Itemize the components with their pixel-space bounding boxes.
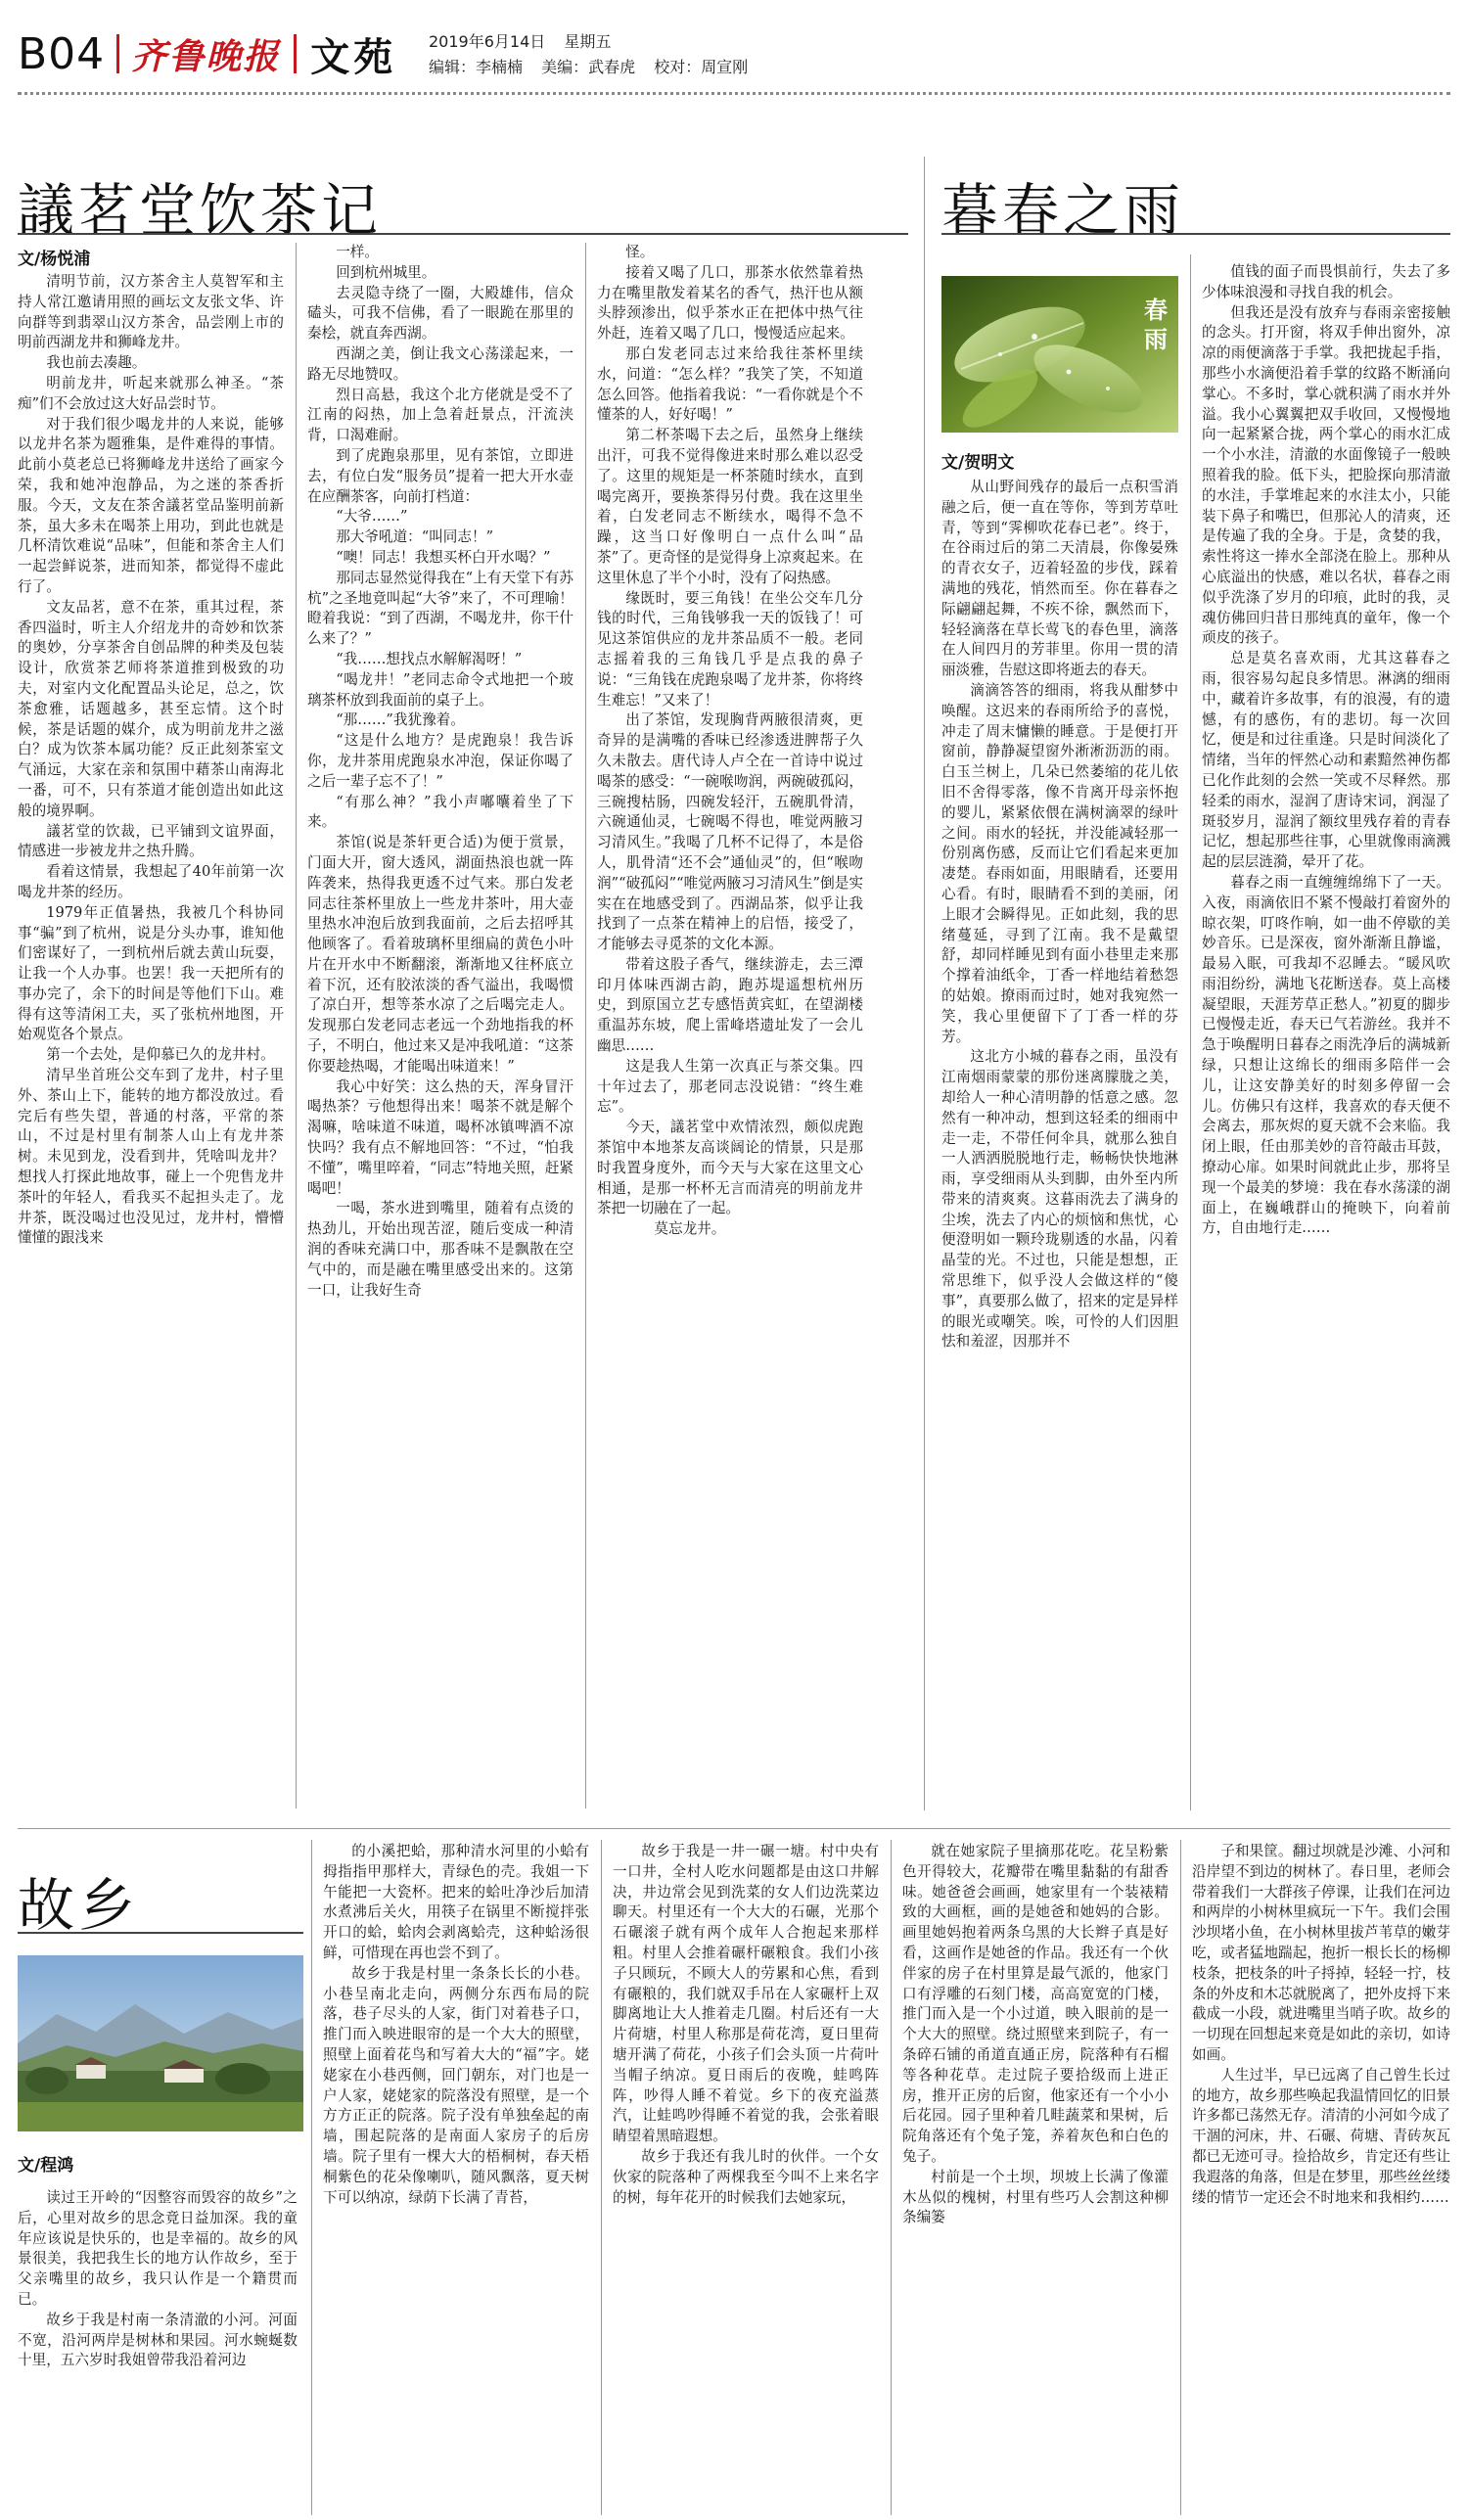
spring-rain-photo xyxy=(941,276,1178,433)
article3-title-rule xyxy=(18,1932,303,1934)
paragraph: 总是莫名喜欢雨，尤其这暮春之雨，很容易勾起良多情思。淋漓的细雨中，藏着许多故事，有的浪漫，有的遗憾，有的感伤，有的悲切。每一次回忆，便是和过往重逢。只是时间淡化了情绪，当年的怦然心动和素黯然神伤都已化作此刻的会然一笑或不尽释然。那轻柔的雨水，湿润了唐诗宋词，润湿了斑驳岁月，湿润了额纹里残存着的青春记忆，想起那些往事，心里就像雨滴溅起的层层涟漪，晕开了花。 xyxy=(1202,650,1450,871)
paragraph: 看着这情景，我想起了40年前第一次喝龙井茶的经历。 xyxy=(18,863,284,900)
paragraph: 缘既时，要三角钱！在坐公交车几分钱的时代，三角钱够我一天的饭钱了！可见这茶馆供应的龙井茶品质不一般。老同志摇着我的三角钱几乎是点我的鼻子说：“三角钱在虎跑泉喝了龙井茶，你将终生难忘！”又来了！ xyxy=(597,589,863,709)
paragraph: 我也前去凑趣。 xyxy=(46,354,147,372)
paragraph: 我心中好笑：这么热的天，浑身冒汗喝热茶？亏他想得出来！喝茶不就是解个渴嘛，啥味道不味道，喝杯冰镇啤酒不凉快吗？我有点不解地回答：“不过，“怕我不懂”，嘴里啐着，“同志”特地关照，赶紧喝吧！ xyxy=(307,1077,573,1197)
paragraph: 清明节前，汉方茶舍主人莫智军和主持人常江邀请用照的画坛文友张文华、许向群等到翡翠山汉方茶舍，品尝刚上市的明前西湖龙井和狮峰龙井。 xyxy=(18,273,284,351)
paragraph: 那同志显然觉得我在“上有天堂下有苏杭”之圣地竟叫起“大爷”来了，不可理喻！瞪着我说：“到了西湖，不喝龙井，你干什么来了？” xyxy=(307,569,573,648)
article3-column-4 xyxy=(902,1842,1169,2513)
photo-caption: 春雨 xyxy=(1144,296,1168,353)
paragraph: 茶馆(说是茶轩更合适)为便于赏景，门面大开，窗大透风，湖面热浪也就一阵阵袭来，热得我更透不过气来。那白发老同志往茶杯里放上一些龙井茶叶，用大壶里热水冲泡后放到我面前，之后去招呼其他顾客了。看着玻璃杯里细扁的黄色小叶片在开水中不断翻滚，渐渐地又往杯底立着下沉，还有胶浓淡的香气溢出，我喝惯了凉白开，想等茶水凉了之后喝完走人。发现那白发老同志老远一个劲地指我的杯子，不明白，他过来又是冲我吼道：“这茶你要趁热喝，才能喝出味道来！” xyxy=(307,834,573,1075)
edition-meta xyxy=(429,29,761,80)
article2-column-1 xyxy=(941,478,1178,1810)
paragraph: 1979年正值暑热，我被几个科协同事“骗”到了杭州，说是分头办事，谁知他们密谋好了，一到杭州后就去黄山玩耍，让我一个人办事。也罢！我一天把所有的事办完了，余下的时间是等他们下山。难得有这等清闲工夫，买了张杭州地图，开始观览各个景点。 xyxy=(18,903,284,1043)
article2-byline: 文/贺明文 xyxy=(941,453,1015,473)
article1-title: 議茗堂饮茶记 xyxy=(18,177,383,244)
paragraph: “这是什么地方？是虎跑泉！我告诉你，龙井茶用虎跑泉水冲泡，保证你喝了之后一辈子忘不了！” xyxy=(307,732,573,790)
article1-byline: 文/杨悦浦 xyxy=(18,250,91,269)
article3-column-3 xyxy=(613,1842,879,2513)
column-separator xyxy=(296,243,297,1809)
paragraph: 滴滴答答的细雨，将我从酣梦中唤醒。这迟来的春雨所给予的喜悦，冲走了周末慵懒的睡意。于是便打开窗前，静静凝望窗外淅淅沥沥的雨。白玉兰树上，几朵已然萎缩的花儿依旧不舍得零落，像不肯离开母亲怀抱的婴儿，紧紧依偎在满树滴翠的绿叶之间。雨水的轻抚，并没能减轻那一份别离伤感，反而让它们看起来更加凄楚。春雨如面，用眼睛看，还要用心看。有时，眼睛看不到的美丽，闭上眼才会瞬得见。正如此刻，我的思绪蔓延，寻到了江南。我不是戴望舒，却同样睡见到有面小巷里走来那个撑着油纸伞，丁香一样地结着愁怨的姑娘。撩雨而过时，她对我宛然一笑，我心里便留下了丁香一样的芬芳。 xyxy=(941,681,1178,1045)
paragraph: 的小溪把蛤，那种清水河里的小蛤有拇指指甲那样大，青绿色的壳。我姐一下午能把一大瓷杯。把来的蛤吐净沙后加清水煮沸后关火，用筷子在锅里不断搅拌张开口的蛤，蛤肉会剥离蛤壳，这种蛤汤很鲜，可惜现在再也尝不到了。 xyxy=(323,1843,589,1961)
paragraph: 人生过半，早已远离了自己曾生长过的地方，故乡那些唤起我温情回忆的旧景许多都已荡然无存。清清的小河如今成了干涸的河床，井、石碾、荷塘、青砖灰瓦都已无迹可寻。捡拾故乡，肯定还有些让我遐落的角落，但是在梦里，那些丝丝缕缕的情节一定还会不时地来和我相约…… xyxy=(1192,2066,1450,2206)
paragraph: 明前龙井，听起来就那么神圣。“茶痴”们不会放过这大好品尝时节。 xyxy=(18,374,284,412)
article3-column-2 xyxy=(323,1842,589,2513)
paragraph: 到了虎跑泉那里，见有茶馆，立即进去，有位白发“服务员”提着一把大开水壶在应酬茶客，向前打档道： xyxy=(307,446,573,505)
paragraph: 去灵隐寺绕了一圈，大殿雄伟，信众磕头，可我不信佛，看了一眼跪在那里的秦桧，就直奔西湖。 xyxy=(307,284,573,343)
column-separator xyxy=(585,243,586,1809)
page-number: B04 xyxy=(18,28,106,79)
article3-byline: 文/程鸿 xyxy=(18,2156,74,2176)
paragraph: 怪。 xyxy=(625,244,655,260)
paragraph: “喝龙井！”老同志命令式地把一个玻璃茶杯放到我面前的桌子上。 xyxy=(307,670,573,709)
paragraph: 读过王开岭的“因整容而毁容的故乡”之后，心里对故乡的思念竟日益加深。我的童年应该说是快乐的，也是幸福的。故乡的风景很美，我把我生长的地方认作故乡，至于父亲嘴里的故乡，我只认作是一个籍贯而已。 xyxy=(18,2189,298,2308)
paragraph: 那白发老同志过来给我往茶杯里续水，问道：“怎么样？”我笑了笑，不知道怎么回答。他指着我说：“一看你就是个不懂茶的人，好好喝！” xyxy=(597,344,863,424)
paragraph: “我……想找点水解解渴呀！” xyxy=(336,650,523,667)
paragraph: “大爷……” xyxy=(336,508,408,526)
hometown-landscape-illustration xyxy=(18,1955,303,2131)
paragraph: 村前是一个土坝，坝坡上长满了像灌木丛似的槐树，村里有些巧人会割这种柳条编篓 xyxy=(902,2168,1169,2226)
paragraph: 一喝，茶水进到嘴里，随着有点烫的热劲儿，开始出现苦涩，随后变成一种清润的香味充满口中，那香味不是飘散在空气中的，而是融在嘴里感受出来的。这第一口，让我好生奇 xyxy=(307,1200,573,1299)
date-row xyxy=(429,29,761,55)
proofreader-credit: 校对：周宣刚 xyxy=(654,58,749,76)
paragraph: 莫忘龙井。 xyxy=(654,1220,726,1238)
column-separator xyxy=(1190,254,1191,1810)
edition-date: 2019年6月14日 xyxy=(429,32,546,51)
paragraph: 故乡于我是村南一条清澈的小河。河面不宽，沿河两岸是树林和果园。河水蜿蜒数十里，五六岁时我姐曾带我沿着河边 xyxy=(18,2311,298,2369)
designer-credit: 美编：武春虎 xyxy=(541,58,636,76)
paragraph: 議茗堂的饮裁，已平铺到文谊界面，情感进一步被龙井之热升腾。 xyxy=(18,822,284,860)
paragraph: 对于我们很少喝龙井的人来说，能够以龙井名茶为题雅集，是件难得的事情。此前小莫老总已将狮峰龙井送给了画家今荣，我和她冲泡静品，为之迷的茶香折服。今天，文友在茶舍議茗堂品鉴明前新茶，虽大多未在喝茶上用功，到此也就是几杯清饮难说“品味”，但能和茶舍主人们一起尝鲜说茶，进而知茶，都觉得不虚此行了。 xyxy=(18,415,284,595)
paragraph: 就在她家院子里摘那花吃。花呈粉紫色开得较大，花瓣带在嘴里黏黏的有甜香味。她爸爸会画画，她家里有一个装裱精致的大画框，画的是她爸和她妈的合影。画里她妈抱着两条乌黑的大长辫子真是好看，这画作是她爸的作品。我还有一个伙伴家的房子在村里算是最气派的，他家门口有浮雕的石刻门楼，高高宽宽的门楼，推门而入是一个小过道，映入眼前的是一个大大的照壁。绕过照壁来到院子，有一条碎石铺的甬道直通正房，院落种有石榴等各种花草。走过院子要拾级而上进正房，推开正房的后窗，他家还有一个小小后花园。园子里种着几畦蔬菜和果树，后院角落还有个兔子笼，养着灰色和白色的兔子。 xyxy=(902,1843,1169,2165)
column-separator xyxy=(1180,1840,1181,2515)
article1-title-rule xyxy=(18,233,908,235)
column-separator xyxy=(891,1840,892,2515)
paragraph: 文友品茗，意不在茶，重其过程，茶香四溢时，听主人介绍龙井的奇妙和饮茶的奥妙，分享茶舍自创品牌的种类及包装设计，欣赏茶艺师将茶道推到极致的功夫，对室内文化配置品头论足，总之，饮茶愈雅，话题越多，甚至忘情。这个时候，茶是话题的媒介，成为明前龙井之滋白？成为饮茶本属功能？反正此刻茶室文气涌远，大家在亲和氛围中藉茶山南海北一番，可不，只有茶道才能创造出如此这般的境界啊。 xyxy=(18,598,284,819)
paragraph: 值钱的面子而畏惧前行，失去了多少体味浪漫和寻找自我的机会。 xyxy=(1202,263,1450,300)
masthead-divider-2 xyxy=(294,34,297,73)
paragraph: 故乡于我是村里一条条长长的小巷。小巷呈南北走向，两侧分东西布局的院落，巷子尽头的人家，街门对着巷子口，推门而入映进眼帘的是一个大大的照壁，照壁上面着花鸟和写着大大的“福”字。姥姥家在小巷西侧，回门朝东，对门也是一户人家，姥姥家的院落没有照壁，是一个方方正正的院落。院子没有单独垒起的南墙，围起院落的是南面人家房子的后房墙。院子里有一棵大大的梧桐树，春天梧桐紫色的花朵像喇叭，随风飘落，夏天树下可以纳凉，绿荫下长满了青苔， xyxy=(323,1964,589,2206)
article3-column-5 xyxy=(1192,1842,1450,2513)
masthead-divider xyxy=(116,34,119,73)
paragraph: 子和果筐。翻过坝就是沙滩、小河和沿岸望不到边的树林了。春日里，老师会带着我们一大群孩子停课，让我们在河边和两岸的小树林里疯玩一下午。我们会围沙坝堵小鱼，在小树林里拔芦苇草的嫩芽吃，或者猛地踹起，抱折一根长长的杨柳枝条，把枝条的叶子捋掉，轻轻一拧，枝条的外皮和木芯就脱离了，把外皮捋下来截成一小段，就进嘴里当哨子吹。故乡的一切现在回想起来竟是如此的亲切，如诗如画。 xyxy=(1192,1843,1450,2063)
section-name: 文苑 xyxy=(310,33,397,80)
paragraph: 这北方小城的暮春之雨，虽没有江南烟雨蒙蒙的那份迷离朦胧之美，却给人一种心清明静的恬意之感。忽然有一种冲动，想到这轻柔的细雨中走一走，不带任何伞具，就那么独自一人洒洒脱脱地行走，畅畅快快地淋雨，享受细雨从头到脚，由外至内所带来的清爽爽。这暮雨洗去了满身的尘埃，洗去了内心的烦恼和焦忧，心便澄明如一颗玲珑剔透的水晶，闪着晶莹的光。不过也，只能是想想，正常思维下，似乎没人会做这样的“傻事”，真要那么做了，招来的定是异样的眼光或嘲笑。唉，可怜的人们因胆怯和羞涩，因那并不 xyxy=(941,1048,1178,1351)
newspaper-logo: 齐鲁晚报 xyxy=(131,35,281,77)
paragraph: “有那么神？”我小声嘟囔着坐了下来。 xyxy=(307,793,573,831)
article2-column-2 xyxy=(1202,262,1450,1810)
column-separator xyxy=(311,1840,312,2515)
paragraph: 第二杯茶喝下去之后，虽然身上继续出汗，可我不觉得像进来时那么难以忍受了。这里的规矩是一杯茶随时续水，直到喝完离开，要换茶得另付费。我在这里坐着，白发老同志不断续水，喝得不急不躁，这当口好像明白一点什么叫“品茶”了。更奇怪的是觉得身上凉爽起来。在这里休息了半个小时，没有了闷热感。 xyxy=(597,427,863,586)
paragraph: “那……”我犹豫着。 xyxy=(336,711,465,729)
column-separator xyxy=(601,1840,602,2515)
staff-row xyxy=(429,55,761,80)
section-divider xyxy=(18,1828,1450,1829)
masthead xyxy=(18,27,396,80)
paragraph: 今天，議茗堂中欢情浓烈，颇似虎跑茶馆中本地茶友高谈阔论的情景，只是那时我置身度外，而今天与大家在这里文心相通，是那一杯杯无言而清亮的明前龙井茶把一切融在了一起。 xyxy=(597,1119,863,1217)
paragraph: 带着这股子香气，继续游走，去三潭印月体味西湖古韵，跑苏堤遥想杭州历史，到原国立艺专感悟黄宾虹，在望湖楼重温苏东坡，爬上雷峰塔遗址发了一会儿幽思…… xyxy=(597,955,863,1055)
paragraph: 暮春之雨一直缠缠绵绵下了一天。入夜，雨滴依旧不紧不慢敲打着窗外的晾衣架，叮咚作响，如一曲不停歇的美妙音乐。已是深夜，窗外渐渐且静谧，最易入眠，可我却不忍睡去。“暖风吹雨泪纷纷，满地飞花断送春。莫上高楼凝望眼，天涯芳草正愁人。”初夏的脚步已慢慢走近，春天已气若游丝。我并不急于唤醒明日暮春之雨洗净后的满城新绿，只想让这绵长的细雨多陪伴一会儿，让这安静美好的时刻多停留一会儿。仿佛只有这样，我喜欢的春天便不会离去，那灰烬的夏天就不会来临。我闭上眼，任由那美妙的音符敲击耳鼓，撩动心扉。如果时间就此止步，那将呈现一个最美的梦境：我在春水荡漾的湖面上，在巍峨群山的掩映下，向着前方，自由地行走…… xyxy=(1202,873,1450,1237)
article2-title-rule xyxy=(941,233,1450,235)
paragraph: 那大爷吼道：“叫同志！” xyxy=(336,528,494,546)
paragraph: 回到杭州城里。 xyxy=(336,263,436,281)
paragraph: 烈日高悬，我这个北方佬就是受不了江南的闷热，加上急着赶景点，汗流浃背，口渴难耐。 xyxy=(307,386,573,444)
paragraph: 但我还是没有放弃与春雨亲密接触的念头。打开窗，将双手伸出窗外，凉凉的雨便滴落于手掌。我把拢起手指，那些小水滴便沿着手掌的纹路不断涌向掌心。不多时，掌心就积满了雨水并外溢。我小心翼翼把双手收回，又慢慢地向一起紧紧合拢，两个掌心的雨水汇成一个小水洼，清澈的水面像镜子一般映照着我的脸。低下头，把脸探向那清澈的水洼，手掌堆起来的水洼太小，只能装下鼻子和嘴巴，但那沁人的清爽，还是传遍了我的全身。于是，贪婪的我，索性将这一捧水全部浇在脸上。那种从心底溢出的快感，难以名状，暮春之雨似乎洗涤了岁月的印痕，此时的我，灵魂仿佛回归昔日那纯真的童年，像一个顽皮的孩子。 xyxy=(1202,303,1450,647)
hometown-photo xyxy=(18,1955,303,2131)
article3-column-1 xyxy=(18,2188,298,2511)
paragraph: “噢！同志！我想买杯白开水喝？” xyxy=(336,548,551,566)
edition-weekday: 星期五 xyxy=(564,32,612,51)
paragraph: 出了茶馆，发现胸背两腋很清爽，更奇异的是满嘴的香味已经渗透进脾帮子久久未散去。唐代诗人卢仝在一首诗中说过喝茶的感受：“一碗喉吻润，两碗破孤闷，三碗搜枯肠，四碗发轻汗，五碗肌骨清，六碗通仙灵，七碗喝不得也，唯觉两腋习习清风生。”我喝了几杯不记得了，本是俗人，肌骨清“还不会”通仙灵”的，但“喉吻润”“破孤闷”“唯觉两腋习习清风生”倒是实实在在地感受到了。西湖品茶，似乎让我找到了一点茶在精神上的启悟，接受了，才能够去寻觅茶的文化本源。 xyxy=(597,711,863,953)
paragraph: 清早坐首班公交车到了龙井，村子里外、茶山上下，能转的地方都没放过。看完后有些失望，普通的村落，平常的茶山，不过是村里有制茶人山上有龙井茶树。未见到龙，没看到井，凭啥叫龙井？想找人打探此地故事，碰上一个兜售龙井茶叶的年轻人，看我买不起担头走了。龙井茶，既没喝过也没见过，龙井村，懵懵懂懂的跟浅来 xyxy=(18,1067,284,1247)
paragraph: 从山野间残存的最后一点积雪消融之后，便一直在等你，等到芳草吐青，等到“霁柳吹花春已老”。终于，在谷雨过后的第二天清晨，你像晏殊的青衣女子，迈着轻盈的步伐，踩着满地的残花，悄然而至。你在暮春之际翩翩起舞，不疾不徐，飘然而下，轻轻滴落在草长莺飞的春色里，滴落在人间四月的芳菲里。你用一贯的清丽淡雅，告慰这即将逝去的春天。 xyxy=(941,479,1178,679)
article2-title: 暮春之雨 xyxy=(941,177,1185,244)
paragraph: 接着又喝了几口，那茶水依然靠着热力在嘴里散发着某名的香气，热汗也从额头脖颈渗出，似乎茶水正在把体中热气往外赶，连着又喝了几口，慢慢适应起来。 xyxy=(597,263,863,343)
article3-title: 故乡 xyxy=(18,1872,140,1939)
paragraph: 西湖之美，倒让我文心荡漾起来，一路无尽地赞叹。 xyxy=(307,344,573,383)
paragraph: 故乡于我是一井一碾一塘。村中央有一口井，全村人吃水问题都是由这口井解决，井边常会见到洗菜的女人们边洗菜边聊天。村里还有一个大大的石碾，光那个石碾滚子就有两个成年人合抱起来那样粗。村里人会推着碾杆碾粮食。我们小孩子只顾玩，不顾大人的劳累和心焦，看到有碾粮的，我们就双手吊在人家碾杆上双脚离地让大人推着走几圈。村后还有一大片荷塘，村里人称那是荷花湾，夏日里荷塘开满了荷花，小孩子们会头顶一片荷叶当帽子纳凉。夏日雨后的夜晚，蛙鸣阵阵，吵得人睡不着觉。乡下的夜充溢蒸汽，让蛙鸣吵得睡不着觉的我，会张着眼睛望着黑暗遐想。 xyxy=(613,1843,879,2145)
article1-column-2 xyxy=(307,243,573,1809)
header-dotted-rule xyxy=(18,92,1450,95)
paragraph: 第一个去处，是仰慕已久的龙井村。 xyxy=(46,1046,275,1064)
paragraph: 一样。 xyxy=(336,244,379,260)
paragraph: 这是我人生第一次真正与茶交集。四十年过去了，那老同志没说错：“终生难忘”。 xyxy=(597,1057,863,1116)
editor-credit: 编辑：李楠楠 xyxy=(429,58,524,76)
article-separator xyxy=(924,157,925,1810)
paragraph: 故乡于我还有我儿时的伙伴。一个女伙家的院落种了两棵我至今叫不上来名字的树，每年花开的时候我们去她家玩， xyxy=(613,2147,879,2206)
article1-column-3 xyxy=(597,243,863,1809)
article1-column-1 xyxy=(18,272,284,1809)
